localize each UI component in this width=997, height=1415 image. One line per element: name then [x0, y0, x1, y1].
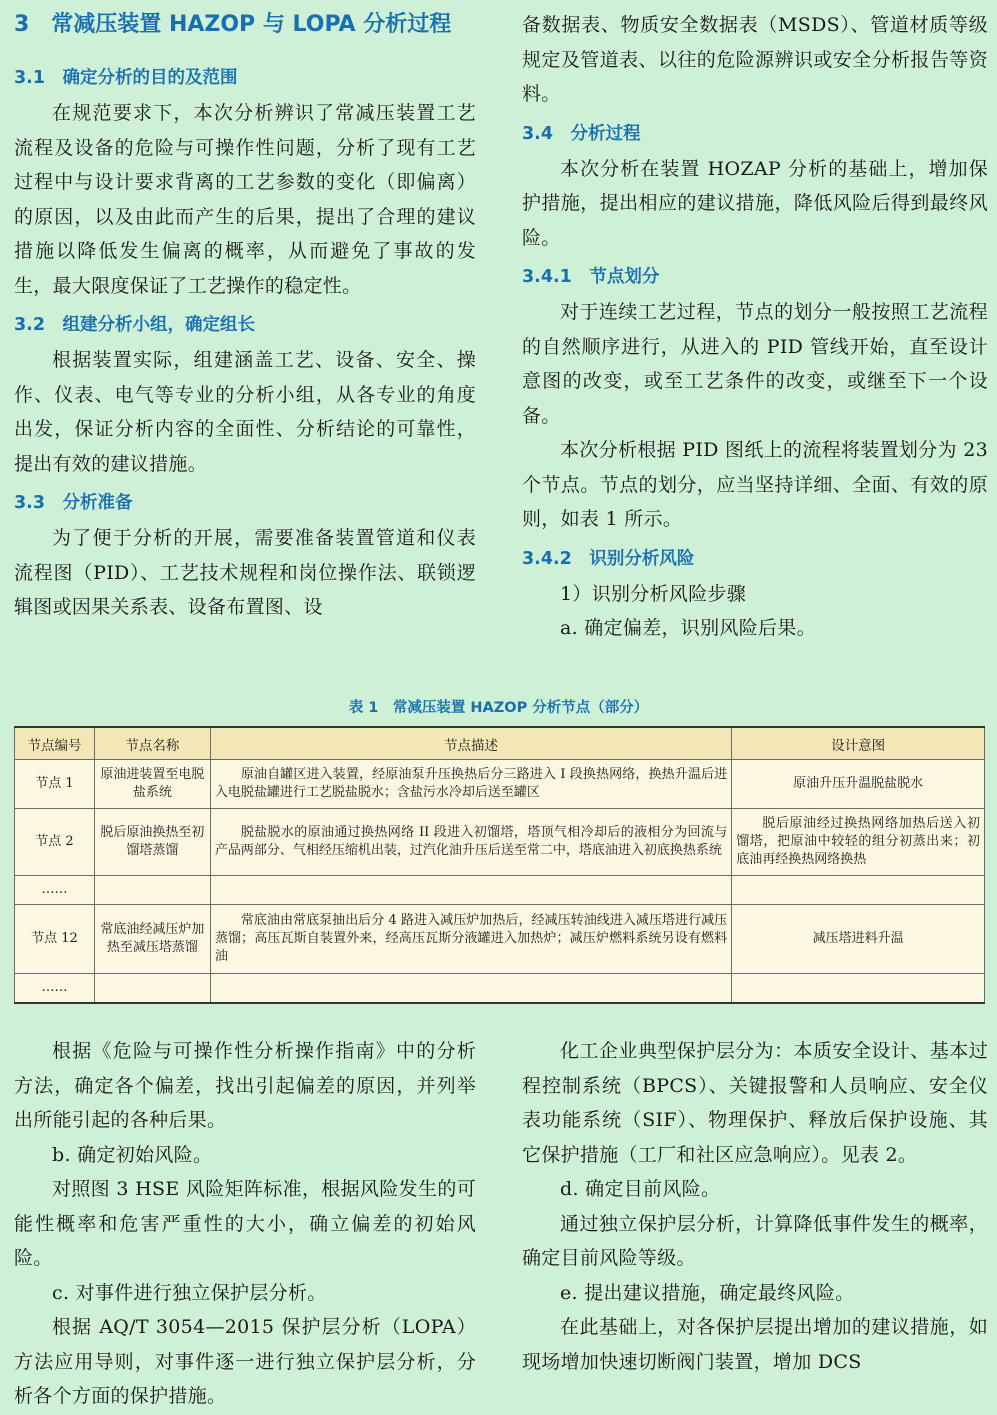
subsection-heading-3-1: 3.1 确定分析的目的及范围 — [14, 68, 238, 88]
cell-node-description: 常底油由常底泵抽出后分 4 路进入减压炉加热后，经减压转油线进入减压塔进行减压蒸馏；高压瓦斯自装置外来，经高压瓦斯分液罐进入加热炉；减压炉燃料系统另设有燃料油 — [210, 905, 731, 974]
section-heading-3: 3 常减压装置 HAZOP 与 LOPA 分析过程 — [14, 12, 452, 37]
cell-node-id: …… — [15, 974, 95, 1004]
cell-node-id: 节点 12 — [15, 905, 95, 974]
header-design-intent: 设计意图 — [732, 727, 985, 760]
header-node-name: 节点名称 — [94, 727, 210, 760]
right-column-top — [522, 8, 988, 646]
subsection-heading-3-2: 3.2 组建分析小组，确定组长 — [14, 315, 256, 335]
paragraph-3-3: 为了便于分析的开展，需要准备装置管道和仪表流程图（PID）、工艺技术规程和岗位操作法、联锁逻辑图或因果关系表、设备布置图、设 — [14, 527, 476, 618]
paragraph-3-1: 在规范要求下，本次分析辨识了常减压装置工艺流程及设备的危险与可操作性问题，分析了现有工艺过程中与设计要求背离的工艺参数的变化（即偏离）的原因，以及由此而产生的后果，提出了合理的建议措施以降低发生偏离的概率，从而避免了事故的发生，最大限度保证了工艺操作的稳定性。 — [14, 102, 476, 297]
cell-node-id: 节点 2 — [15, 809, 95, 876]
paragraph-risk-matrix: 对照图 3 HSE 风险矩阵标准，根据风险发生的可能性概率和危害严重性的大小，确立偏差的初始风险。 — [14, 1178, 476, 1269]
header-node-id: 节点编号 — [15, 727, 95, 760]
cell-node-id: 节点 1 — [15, 760, 95, 809]
cell-node-description: 原油自罐区进入装置，经原油泵升压换热后分三路进入 I 段换热网络，换热升温后进入电脱盐罐进行工艺脱盐脱水；含盐污水冷却后送至罐区 — [210, 760, 731, 809]
subsection-heading-3-4-1: 3.4.1 节点划分 — [522, 267, 660, 287]
paragraph-protection-layers: 化工企业典型保护层分为：本质安全设计、基本过程控制系统（BPCS）、关键报警和人员响应、安全仪表功能系统（SIF）、物理保护、释放后保护设施、其它保护措施（工厂和社区应急响应）。见表 2。 — [522, 1040, 988, 1166]
paragraph-3-4-1-b: 本次分析根据 PID 图纸上的流程将装置划分为 23 个节点。节点的划分，应当坚持详细、全面、有效的原则，如表 1 所示。 — [522, 439, 988, 530]
cell-node-name — [94, 876, 210, 905]
cell-node-description — [210, 876, 731, 905]
paragraph-3-4-1-a: 对于连续工艺过程，节点的划分一般按照工艺流程的自然顺序进行，从进入的 PID 管线开始，直至设计意图的改变，或至工艺条件的改变，或继至下一个设备。 — [522, 301, 988, 427]
cell-node-name: 脱后原油换热至初馏塔蒸馏 — [94, 809, 210, 876]
paragraph-step-c: c. 对事件进行独立保护层分析。 — [52, 1281, 327, 1304]
paragraph-guide-method: 根据《危险与可操作性分析操作指南》中的分析方法，确定各个偏差，找出引起偏差的原因，并列举出所能引起的各种后果。 — [14, 1040, 476, 1131]
paragraph-3-4: 本次分析在装置 HOZAP 分析的基础上，增加保护措施，提出相应的建议措施，降低风险后得到最终风险。 — [522, 157, 988, 249]
paragraph-current-risk: 通过独立保护层分析，计算降低事件发生的概率，确定目前风险等级。 — [522, 1212, 988, 1269]
table-row — [15, 809, 985, 876]
cell-design-intent — [732, 974, 985, 1004]
left-column-bottom — [14, 1034, 476, 1414]
table-header-row — [15, 727, 985, 760]
cell-node-name: 常底油经减压炉加热至减压塔蒸馏 — [94, 905, 210, 974]
paragraph-step-d: d. 确定目前风险。 — [560, 1178, 721, 1200]
table — [14, 726, 985, 1004]
table-caption: 表 1 常减压装置 HAZOP 分析节点（部分） — [348, 700, 649, 716]
left-column-top — [14, 8, 476, 625]
paragraph-3-2: 根据装置实际，组建涵盖工艺、设备、安全、操作、仪表、电气等专业的分析小组，从各专业的角度出发，保证分析内容的全面性、分析结论的可靠性，提出有效的建议措施。 — [14, 349, 476, 475]
cell-design-intent: 减压塔进料升温 — [732, 905, 985, 974]
paragraph-step-b: b. 确定初始风险。 — [52, 1143, 213, 1166]
table-row — [15, 974, 985, 1004]
paragraph-3-3-continued: 备数据表、物质安全数据表（MSDS）、管道材质等级规定及管道表、以往的危险源辨识或安全分析报告等资料。 — [522, 14, 988, 105]
subsection-heading-3-3: 3.3 分析准备 — [14, 493, 133, 513]
cell-design-intent — [732, 876, 985, 905]
subsection-heading-3-4-2: 3.4.2 识别分析风险 — [522, 548, 695, 569]
paragraph-step: 1）识别分析风险步骤 — [560, 582, 747, 605]
hazop-node-table — [14, 726, 985, 1004]
header-node-description: 节点描述 — [210, 727, 731, 760]
right-column-bottom — [522, 1034, 988, 1379]
cell-design-intent: 原油升压升温脱盐脱水 — [732, 760, 985, 809]
table-row — [15, 876, 985, 905]
cell-node-name: 原油进装置至电脱盐系统 — [94, 760, 210, 809]
cell-design-intent: 脱后原油经过换热网络加热后送入初馏塔，把原油中较轻的组分初蒸出来；初底油再经换热网络换热 — [732, 809, 985, 876]
cell-node-description: 脱盐脱水的原油通过换热网络 II 段进入初馏塔，塔顶气相冷却后的液相分为回流与产品两部分、气相经压缩机出装，过汽化油升压后送至常二中，塔底油进入初底换热系统 — [210, 809, 731, 876]
paragraph-recommendations: 在此基础上，对各保护层提出增加的建议措施，如现场增加快速切断阀门装置，增加 DCS — [522, 1316, 988, 1373]
table-row — [15, 905, 985, 974]
paragraph-step-e: e. 提出建议措施，确定最终风险。 — [560, 1281, 855, 1304]
cell-node-id: …… — [15, 876, 95, 905]
subsection-heading-3-4: 3.4 分析过程 — [522, 123, 641, 144]
cell-node-name — [94, 974, 210, 1004]
paragraph-step-a: a. 确定偏差，识别风险后果。 — [560, 617, 816, 639]
table-row — [15, 760, 985, 809]
paragraph-lopa: 根据 AQ/T 3054—2015 保护层分析（LOPA）方法应用导则，对事件逐一进行独立保护层分析，分析各个方面的保护措施。 — [14, 1316, 476, 1407]
cell-node-description — [210, 974, 731, 1004]
